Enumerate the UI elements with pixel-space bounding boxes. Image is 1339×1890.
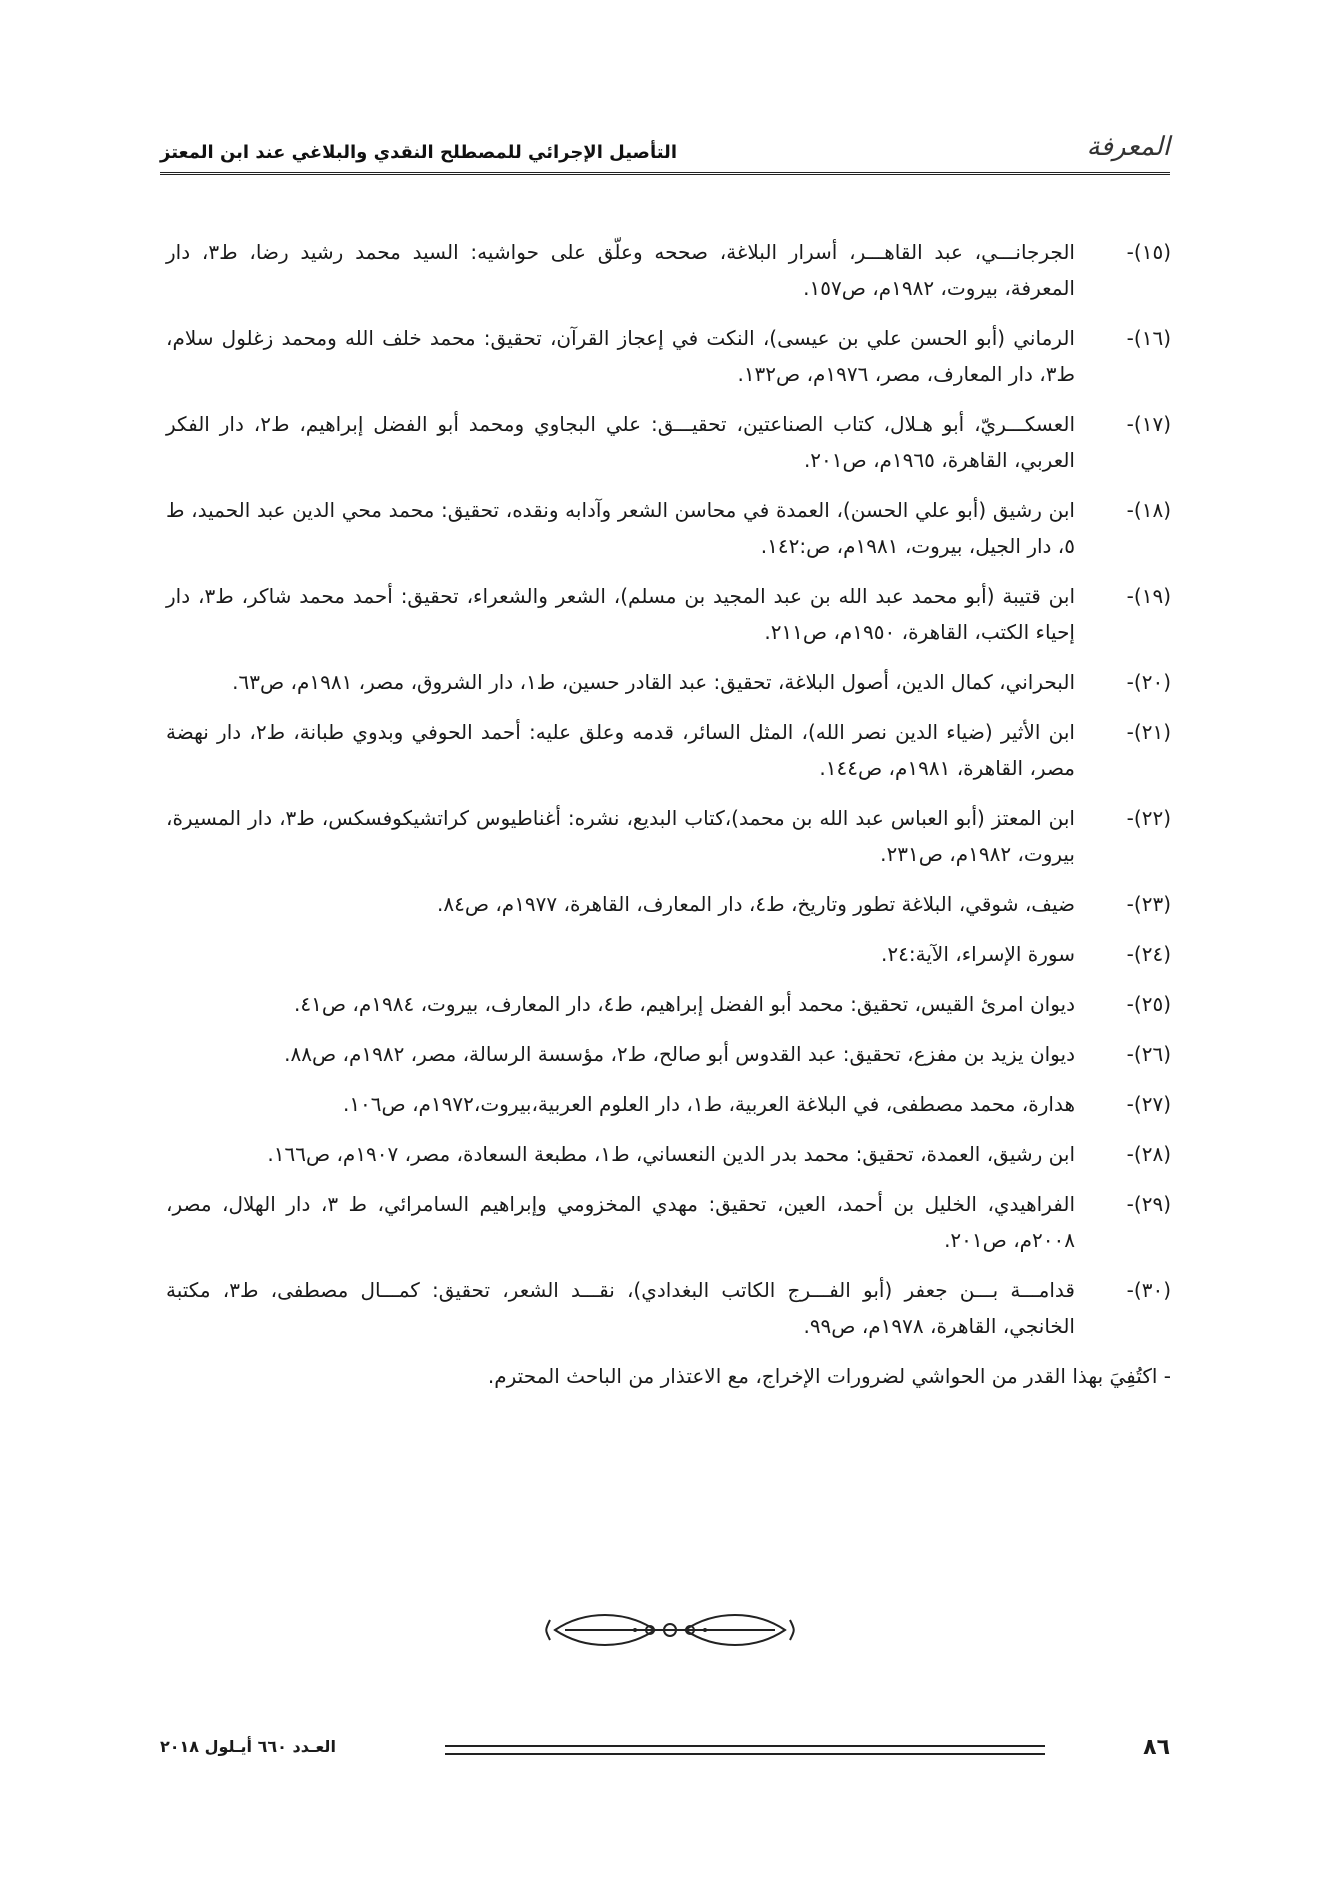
footnote-number: (٢٨)- — [1126, 1142, 1171, 1166]
footnote — [166, 1272, 1171, 1344]
footnote — [166, 234, 1171, 306]
footnote-text: الجرجانـــي، عبد القاهـــر، أسرار البلاغة، صححه وعلّق على حواشيه: السيد محمد رشيد رضا، ط٣، دار المعرفة، بيروت، ١٩٨٢م، ص١٥٧. — [166, 240, 1075, 300]
footnote — [166, 1086, 1171, 1122]
footnote-text: ديوان يزيد بن مفزع، تحقيق: عبد القدوس أبو صالح، ط٢، مؤسسة الرسالة، مصر، ١٩٨٢م، ص٨٨. — [284, 1042, 1075, 1066]
page-footer — [160, 1735, 1170, 1765]
closing-note: - اكتُفِيَ بهذا القدر من الحواشي لضرورات الإخراج، مع الاعتذار من الباحث المحترم. — [487, 1364, 1171, 1388]
footnote-number: (٢٤)- — [1126, 942, 1171, 966]
footnote-text: ضيف، شوقي، البلاغة تطور وتاريخ، ط٤، دار المعارف، القاهرة، ١٩٧٧م، ص٨٤. — [436, 892, 1075, 916]
journal-logo: المعرفة — [1086, 132, 1170, 162]
footnote-number: (٣٠)- — [1126, 1278, 1171, 1302]
footnote-text: ديوان امرئ القيس، تحقيق: محمد أبو الفضل إبراهيم، ط٤، دار المعارف، بيروت، ١٩٨٤م، ص٤١. — [294, 992, 1075, 1016]
footnote-text: ابن المعتز (أبو العباس عبد الله بن محمد)،كتاب البديع، نشره: أغناطيوس كراتشيكوفسكس، ط٣، دار المسيرة، بيروت، ١٩٨٢م، ص٢٣١. — [166, 806, 1075, 866]
footnote-number: (١٥)- — [1126, 240, 1171, 264]
footnote — [166, 406, 1171, 478]
footnote-number: (٢٥)- — [1126, 992, 1171, 1016]
footer-divider — [445, 1745, 1045, 1755]
footnote-number: (٢٢)- — [1126, 806, 1171, 830]
footnotes-list — [166, 234, 1171, 1408]
footnote — [166, 800, 1171, 872]
footnote-number: (١٨)- — [1126, 498, 1171, 522]
footnote-text: البحراني، كمال الدين، أصول البلاغة، تحقيق: عبد القادر حسين، ط١، دار الشروق، مصر، ١٩٨١م، ص٦٣. — [232, 670, 1075, 694]
footnote-text: العسكـــريّ، أبو هـلال، كتاب الصناعتين، تحقيـــق: علي البجاوي ومحمد أبو الفضل إبراهيم، ط٢، دار الفكر العربي، القاهرة، ١٩٦٥م، ص٢٠١. — [166, 412, 1076, 472]
footnote-number: (٢٧)- — [1126, 1092, 1171, 1116]
footnote — [166, 578, 1171, 650]
footnote-text: ابن رشيق، العمدة، تحقيق: محمد بدر الدين النعساني، ط١، مطبعة السعادة، مصر، ١٩٠٧م، ص١٦٦. — [267, 1142, 1075, 1166]
footnote-text: قدامـــة بـــن جعفر (أبو الفـــرج الكاتب البغدادي)، نقـــد الشعر، تحقيق: كمـــال مصطفى، ط٣، مكتبة الخانجي، القاهرة، ١٩٧٨م، ص٩٩. — [166, 1278, 1075, 1338]
footnote-number: (١٧)- — [1126, 412, 1171, 436]
footnote-number: (٢٦)- — [1126, 1042, 1171, 1066]
footnote — [166, 1186, 1171, 1258]
footnote-number: (٢٩)- — [1126, 1192, 1171, 1216]
footnote-number: (٢٣)- — [1126, 892, 1171, 916]
footnote — [166, 714, 1171, 786]
footnote-number: (٢٠)- — [1126, 670, 1171, 694]
footnote — [166, 320, 1171, 392]
footnote-text: ابن قتيبة (أبو محمد عبد الله بن عبد المجيد بن مسلم)، الشعر والشعراء، تحقيق: أحمد محمد شاكر، ط٣، دار إحياء الكتب، القاهرة، ١٩٥٠م، ص٢١١. — [166, 584, 1075, 644]
page-header — [160, 128, 1170, 175]
footnote-number: (١٦)- — [1126, 326, 1171, 350]
footnote-text: ابن رشيق (أبو علي الحسن)، العمدة في محاسن الشعر وآدابه ونقده، تحقيق: محمد محي الدين عبد الحميد، ط ٥، دار الجيل، بيروت، ١٩٨١م، ص:١٤٢. — [166, 498, 1075, 558]
footnote-text: الرماني (أبو الحسن علي بن عيسى)، النكت في إعجاز القرآن، تحقيق: محمد خلف الله ومحمد زغلول سلام، ط٣، دار المعارف، مصر، ١٩٧٦م، ص١٣٢. — [166, 326, 1075, 386]
page-number: ٨٦ — [1143, 1735, 1170, 1760]
footnote — [166, 664, 1171, 700]
footnote-text: ابن الأثير (ضياء الدين نصر الله)، المثل السائر، قدمه وعلق عليه: أحمد الحوفي وبدوي طبانة، ط٢، دار نهضة مصر، القاهرة، ١٩٨١م، ص١٤٤. — [166, 720, 1075, 780]
footnote — [166, 1036, 1171, 1072]
footnote — [166, 936, 1171, 972]
footnote-text: هدارة، محمد مصطفى، في البلاغة العربية، ط١، دار العلوم العربية،بيروت،١٩٧٢م، ص١٠٦. — [342, 1092, 1075, 1116]
decorative-ornament — [545, 1605, 795, 1655]
footnote-text: سورة الإسراء، الآية:٢٤. — [881, 942, 1075, 966]
footnote-text: الفراهيدي، الخليل بن أحمد، العين، تحقيق: مهدي المخزومي وإبراهيم السامرائي، ط ٣، دار الهلال، مصر، ٢٠٠٨م، ص٢٠١. — [166, 1192, 1075, 1252]
footnote-number: (٢١)- — [1126, 720, 1171, 744]
issue-info: العـدد ٦٦٠ أيـلول ٢٠١٨ — [160, 1737, 336, 1756]
footnote — [166, 886, 1171, 922]
footnote — [166, 492, 1171, 564]
footnote-number: (١٩)- — [1126, 584, 1171, 608]
footnote — [166, 1136, 1171, 1172]
running-title: التأصيل الإجرائي للمصطلح النقدي والبلاغي عند ابن المعتز — [160, 142, 677, 163]
footnote — [166, 986, 1171, 1022]
